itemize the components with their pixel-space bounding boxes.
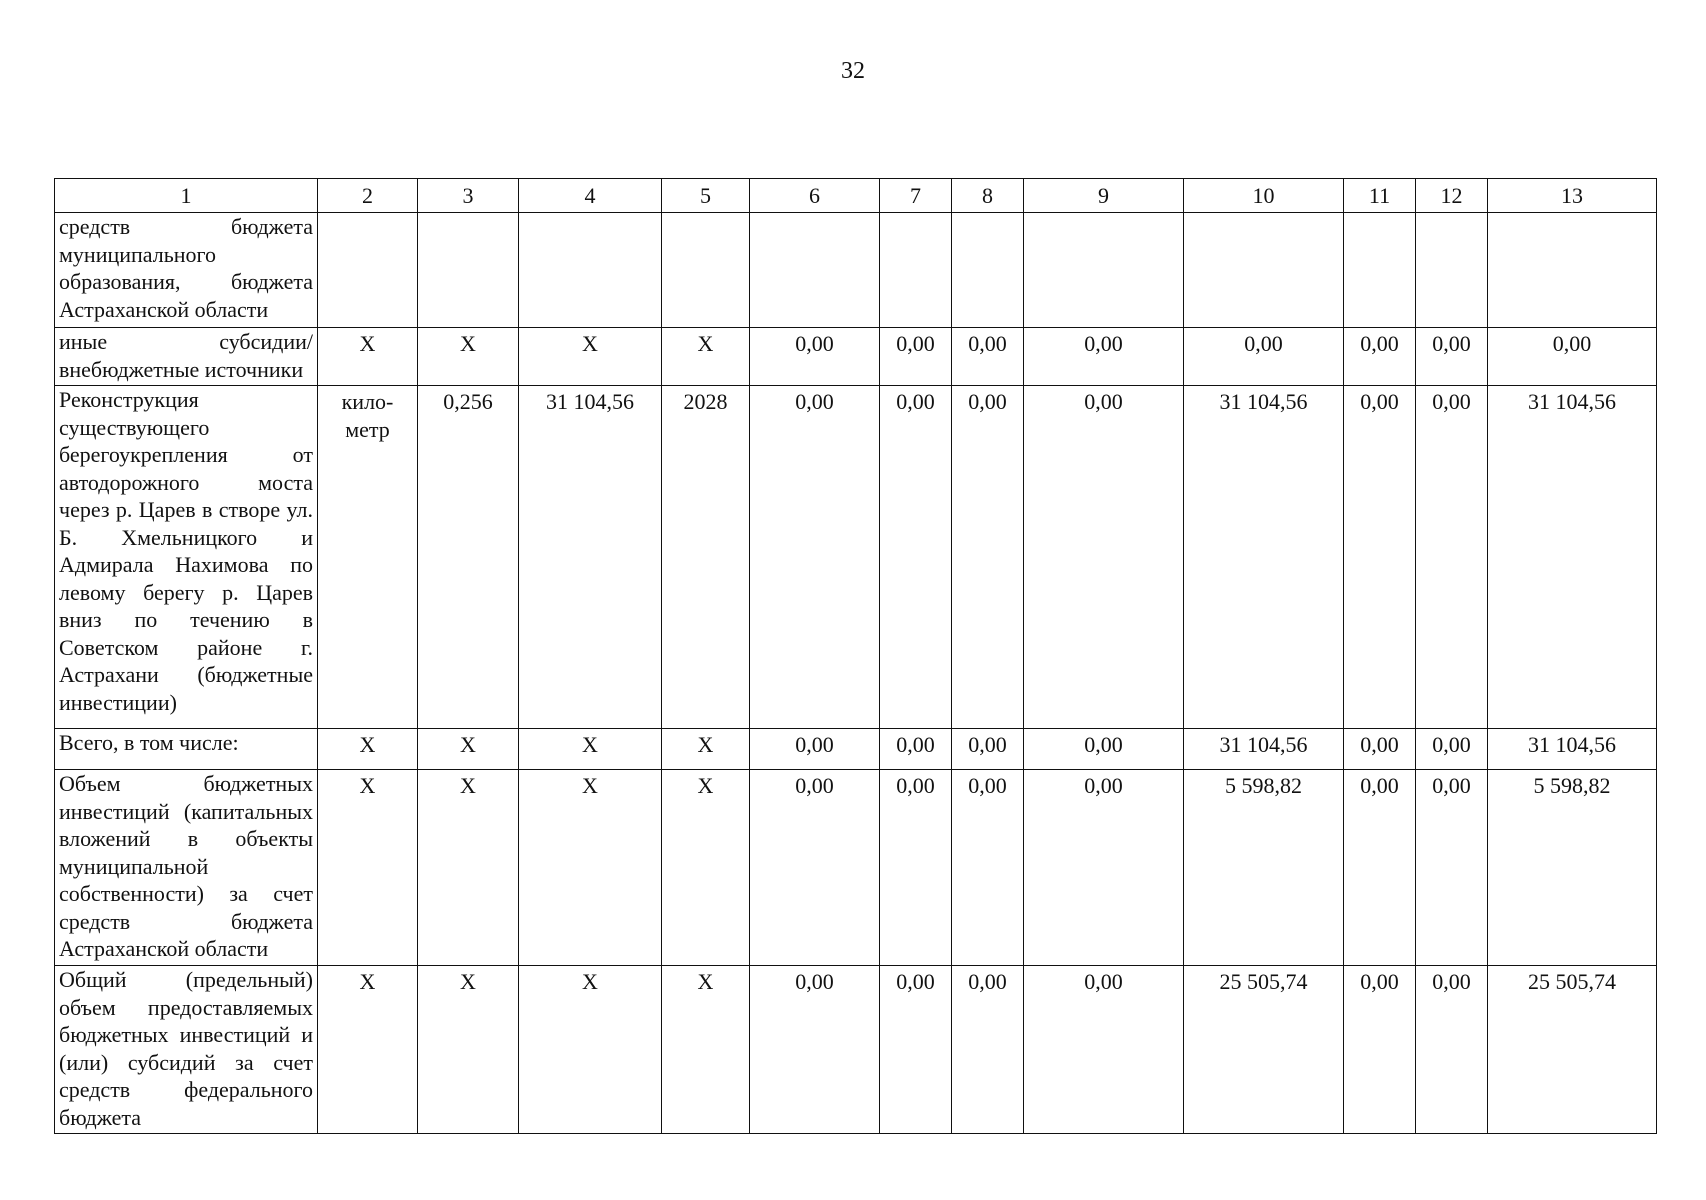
table-cell: 0,00 [880, 328, 952, 386]
row-label: Всего, в том числе: [55, 729, 318, 770]
table-cell: 0,00 [1024, 328, 1184, 386]
table-cell: 0,00 [1416, 328, 1488, 386]
table-row [55, 386, 1657, 729]
table-cell: 0,00 [1024, 729, 1184, 770]
table-cell: 0,00 [750, 770, 880, 966]
table-cell: X [662, 770, 750, 966]
table-cell: 31 104,56 [1184, 729, 1344, 770]
table-cell: 0,00 [952, 966, 1024, 1134]
table-cell [1024, 213, 1184, 328]
table-cell [750, 213, 880, 328]
table-row [55, 213, 1657, 328]
table-cell: кило-метр [318, 386, 418, 729]
table-cell: 0,00 [1416, 386, 1488, 729]
table-cell: 0,00 [880, 770, 952, 966]
table-cell: 0,00 [1416, 966, 1488, 1134]
table-cell: 31 104,56 [1488, 386, 1657, 729]
column-header: 7 [880, 179, 952, 213]
column-header: 4 [519, 179, 662, 213]
table-cell: 0,00 [880, 386, 952, 729]
table-cell [519, 213, 662, 328]
table-cell [662, 213, 750, 328]
table-cell: 0,00 [1024, 386, 1184, 729]
row-label: Реконструкция существующего берегоукрепления от автодорожного моста через р. Царев в створе ул. Б. Хмельницкого и Адмирала Нахимова по левому берегу р. Царев вниз по течению в Советском районе г. Астрахани (бюджетные инвестиции) [55, 386, 318, 729]
row-label: Объем бюджетных инвестиций (капитальных вложений в объекты муниципальной собственности) за счет средств бюджета Астраханской области [55, 770, 318, 966]
table-cell: X [318, 966, 418, 1134]
table-cell: 5 598,82 [1488, 770, 1657, 966]
table-row [55, 729, 1657, 770]
table-cell: X [519, 966, 662, 1134]
table-cell: 31 104,56 [519, 386, 662, 729]
table-cell: 25 505,74 [1488, 966, 1657, 1134]
table-cell [1416, 213, 1488, 328]
table-cell: 0,00 [750, 729, 880, 770]
table-cell: 0,00 [880, 966, 952, 1134]
table-cell: X [662, 966, 750, 1134]
row-label: Общий (предельный) объем предоставляемых бюджетных инвестиций и (или) субсидий за счет средств федерального бюджета [55, 966, 318, 1134]
table-cell: 0,00 [1488, 328, 1657, 386]
table-cell: X [318, 328, 418, 386]
table-cell: X [418, 966, 519, 1134]
table-cell [880, 213, 952, 328]
table-cell: 0,00 [1416, 770, 1488, 966]
table-cell: 31 104,56 [1184, 386, 1344, 729]
column-header: 3 [418, 179, 519, 213]
column-header: 11 [1344, 179, 1416, 213]
page-number: 32 [841, 58, 865, 84]
column-header: 8 [952, 179, 1024, 213]
table-cell [318, 213, 418, 328]
column-header: 12 [1416, 179, 1488, 213]
column-header: 1 [55, 179, 318, 213]
table-header-row [55, 179, 1657, 213]
table-cell: X [418, 770, 519, 966]
table-cell: 2028 [662, 386, 750, 729]
table-cell: 0,00 [1416, 729, 1488, 770]
table-cell: 0,00 [952, 770, 1024, 966]
column-header: 5 [662, 179, 750, 213]
row-label: иные субсидии/ внебюджетные источники [55, 328, 318, 386]
budget-table [54, 178, 1657, 1134]
table-cell: X [662, 729, 750, 770]
table-cell: 0,00 [1024, 770, 1184, 966]
table-cell: X [318, 729, 418, 770]
table-cell [418, 213, 519, 328]
table-cell [1344, 213, 1416, 328]
table-cell: 0,256 [418, 386, 519, 729]
table-cell: 0,00 [1344, 729, 1416, 770]
table-cell: X [519, 729, 662, 770]
column-header: 10 [1184, 179, 1344, 213]
table-cell: 31 104,56 [1488, 729, 1657, 770]
table-cell: 0,00 [1024, 966, 1184, 1134]
table-row [55, 770, 1657, 966]
table-cell: 0,00 [750, 386, 880, 729]
table-cell: X [662, 328, 750, 386]
table-cell: X [318, 770, 418, 966]
column-header: 6 [750, 179, 880, 213]
table-cell: 0,00 [880, 729, 952, 770]
table-cell: X [519, 328, 662, 386]
table-cell: 0,00 [1344, 386, 1416, 729]
table-cell: 0,00 [1344, 770, 1416, 966]
table-cell: 0,00 [750, 966, 880, 1134]
table-cell: X [418, 729, 519, 770]
table-cell: 0,00 [750, 328, 880, 386]
column-header: 2 [318, 179, 418, 213]
table-cell: 25 505,74 [1184, 966, 1344, 1134]
table-cell: 0,00 [1344, 966, 1416, 1134]
column-header: 13 [1488, 179, 1657, 213]
row-label: средств бюджета муниципального образования, бюджета Астраханской области [55, 213, 318, 328]
table-cell: X [519, 770, 662, 966]
table-cell [1184, 213, 1344, 328]
table-cell: 0,00 [952, 328, 1024, 386]
table-cell: X [418, 328, 519, 386]
table-cell [952, 213, 1024, 328]
table-row [55, 966, 1657, 1134]
table-cell: 0,00 [1184, 328, 1344, 386]
column-header: 9 [1024, 179, 1184, 213]
table-cell: 0,00 [952, 729, 1024, 770]
table-cell: 5 598,82 [1184, 770, 1344, 966]
table-row [55, 328, 1657, 386]
table-cell: 0,00 [1344, 328, 1416, 386]
table-cell: 0,00 [952, 386, 1024, 729]
table-cell [1488, 213, 1657, 328]
